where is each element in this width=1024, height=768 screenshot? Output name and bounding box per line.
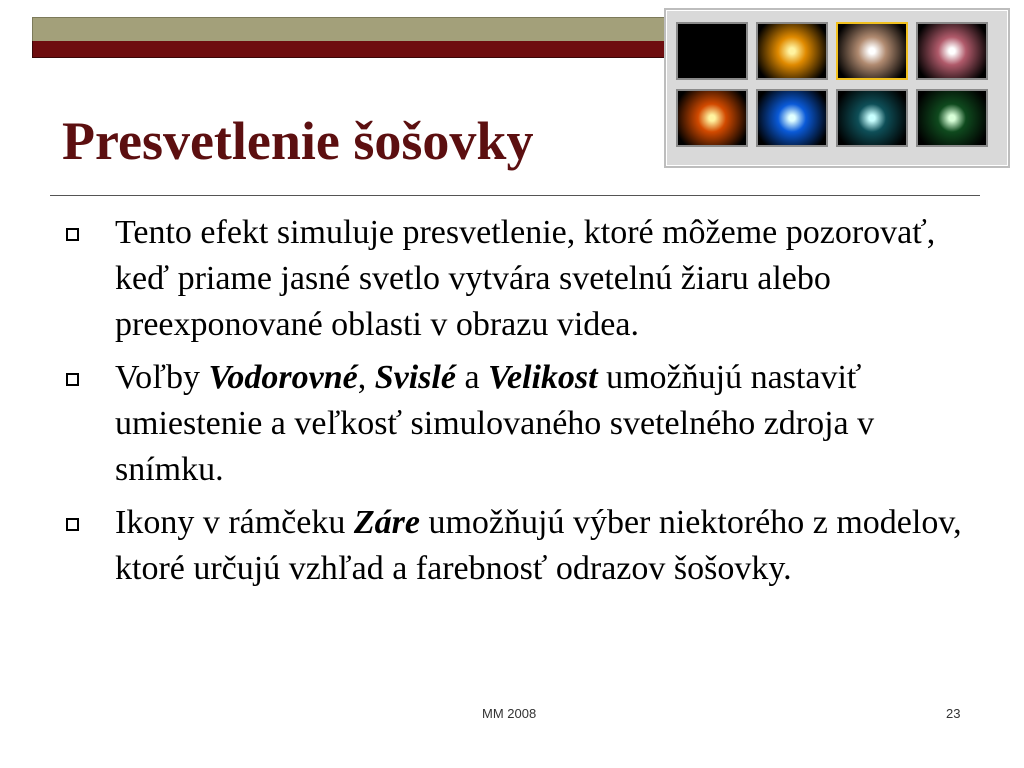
flare-blue-thumbnail[interactable] <box>756 89 828 147</box>
bullet-item <box>62 355 962 493</box>
flare-glow-icon <box>838 91 906 145</box>
flare-orange-thumbnail[interactable] <box>676 89 748 147</box>
flare-none-thumbnail[interactable] <box>676 22 748 80</box>
header-band-red <box>32 41 673 58</box>
bullet-item <box>62 500 962 592</box>
flare-thumbnail-grid <box>676 22 988 147</box>
square-bullet-icon <box>66 373 79 386</box>
flare-thumbnail-panel <box>664 8 1010 168</box>
slide-title: Presvetlenie šošovky <box>62 111 534 171</box>
bullet-text: a <box>455 359 489 396</box>
bullet-text: Tento efekt simuluje presvetlenie, ktoré môžeme pozorovať, keď priame jasné svetlo vytvára svetelnú žiaru alebo preexponované oblasti v obrazu videa. <box>115 214 936 343</box>
flare-green-thumbnail[interactable] <box>916 89 988 147</box>
title-divider <box>50 195 980 196</box>
emphasis-term: Velikost <box>488 359 598 396</box>
bullet-text: umožňujú nastaviť umiestenie a veľkosť simulovaného svetelného zdroja v snímku. <box>115 359 875 488</box>
flare-glow-icon <box>758 91 826 145</box>
emphasis-term: Záre <box>353 504 420 541</box>
bullet-text: umožňujú výber niektorého z modelov, ktoré určujú vzhľad a farebnosť odrazov šošovky. <box>115 504 962 587</box>
bullet-text: Ikony v rámčeku <box>115 504 354 541</box>
square-bullet-icon <box>66 228 79 241</box>
flare-teal-thumbnail[interactable] <box>836 89 908 147</box>
flare-glow-icon <box>678 91 746 145</box>
bullet-item <box>62 210 962 348</box>
flare-glow-icon <box>838 24 906 78</box>
flare-glow-icon <box>918 91 986 145</box>
flare-glow-icon <box>918 24 986 78</box>
bullet-text: Voľby <box>115 359 209 396</box>
bullet-list <box>62 210 962 599</box>
flare-white-thumbnail[interactable] <box>836 22 908 80</box>
footer-center: MM 2008 <box>482 706 537 721</box>
bullet-text: , <box>357 359 375 396</box>
slide-number: 23 <box>946 706 961 721</box>
header-band-olive <box>32 17 673 42</box>
flare-glow-icon <box>678 24 746 78</box>
square-bullet-icon <box>66 518 79 531</box>
emphasis-term: Svislé <box>374 359 456 396</box>
emphasis-term: Vodorovné <box>208 359 358 396</box>
flare-pink-thumbnail[interactable] <box>916 22 988 80</box>
flare-glow-icon <box>758 24 826 78</box>
flare-amber-thumbnail[interactable] <box>756 22 828 80</box>
